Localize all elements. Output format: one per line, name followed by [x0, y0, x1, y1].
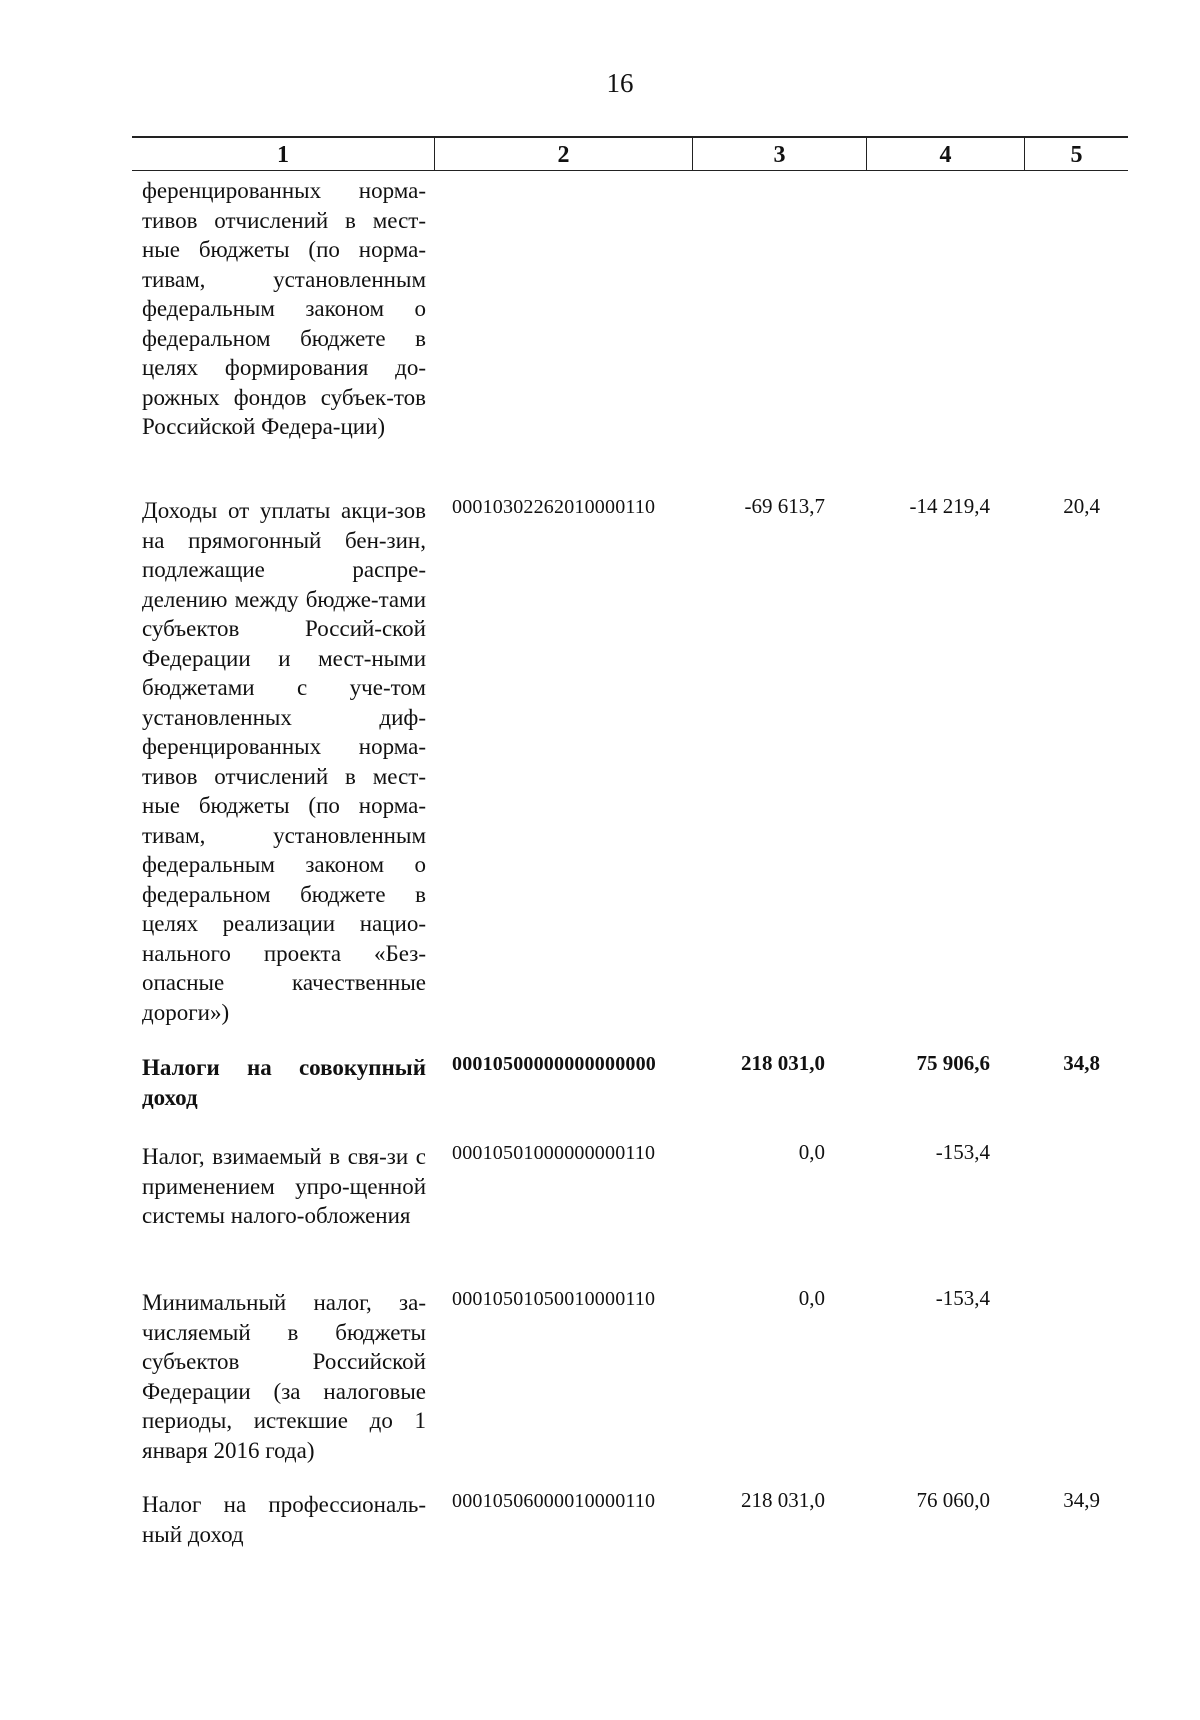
- row-1-code: 00010302262010000110: [452, 496, 656, 518]
- page-number: 16: [606, 68, 634, 98]
- row-4-col3: 0,0: [798, 1286, 825, 1310]
- row-3-code: 00010501000000000110: [452, 1142, 656, 1164]
- header-col-3: 3: [692, 138, 866, 170]
- row-2-code: 00010500000000000000: [452, 1053, 656, 1075]
- row-1-col4: -14 219,4: [909, 494, 990, 518]
- row-1-col3: -69 613,7: [744, 494, 825, 518]
- header-col-5: 5: [1024, 138, 1128, 170]
- row-1-description: Доходы от уплаты акци-зов на прямогонный бен-зин, подлежащие распре-делению между бюдже-тами субъектов Россий-ской Федерации и мест-ными бюджетами с уче-том установленных диф-ференцированных норма-тивов отчислений в мест-ные бюджеты (по норма-тивам, установленным федеральным законом о федеральном бюджете в целях реализации нацио-нального проекта «Без-опасные качественные дороги»): [142, 498, 426, 1025]
- row-5-code: 00010506000010000110: [452, 1490, 656, 1512]
- row-4-col4: -153,4: [935, 1286, 990, 1310]
- header-col-1: 1: [277, 142, 289, 168]
- row-1-col5: 20,4: [1063, 494, 1100, 518]
- row-2-col3: 218 031,0: [741, 1051, 825, 1075]
- row-3-description: Налог, взимаемый в свя-зи с применением упро-щенной системы налого-обложения: [142, 1144, 426, 1228]
- row-2-description: Налоги на совокупный доход: [142, 1055, 426, 1110]
- header-col-4: 4: [866, 138, 1024, 170]
- row-5-description: Налог на профессиональ-ный доход: [142, 1492, 426, 1547]
- row-5-col4: 76 060,0: [916, 1488, 990, 1512]
- row-0-description: ференцированных норма-тивов отчислений в мест-ные бюджеты (по норма-тивам, установленным федеральным законом о федеральном бюджете в целях формирования до-рожных фондов субъек-тов Российской Федера-ции): [142, 178, 426, 439]
- row-2-col5: 34,8: [1063, 1051, 1100, 1075]
- row-3-col4: -153,4: [935, 1140, 990, 1164]
- header-col-2: 2: [434, 138, 692, 170]
- row-3-col3: 0,0: [798, 1140, 825, 1164]
- row-5-col5: 34,9: [1063, 1488, 1100, 1512]
- table-header: [132, 136, 1128, 171]
- row-4-code: 00010501050010000110: [452, 1288, 656, 1310]
- row-4-description: Минимальный налог, за-числяемый в бюджеты субъектов Российской Федерации (за налоговые периоды, истекшие до 1 января 2016 года): [142, 1290, 426, 1463]
- row-5-col3: 218 031,0: [741, 1488, 825, 1512]
- row-2-col4: 75 906,6: [916, 1051, 990, 1075]
